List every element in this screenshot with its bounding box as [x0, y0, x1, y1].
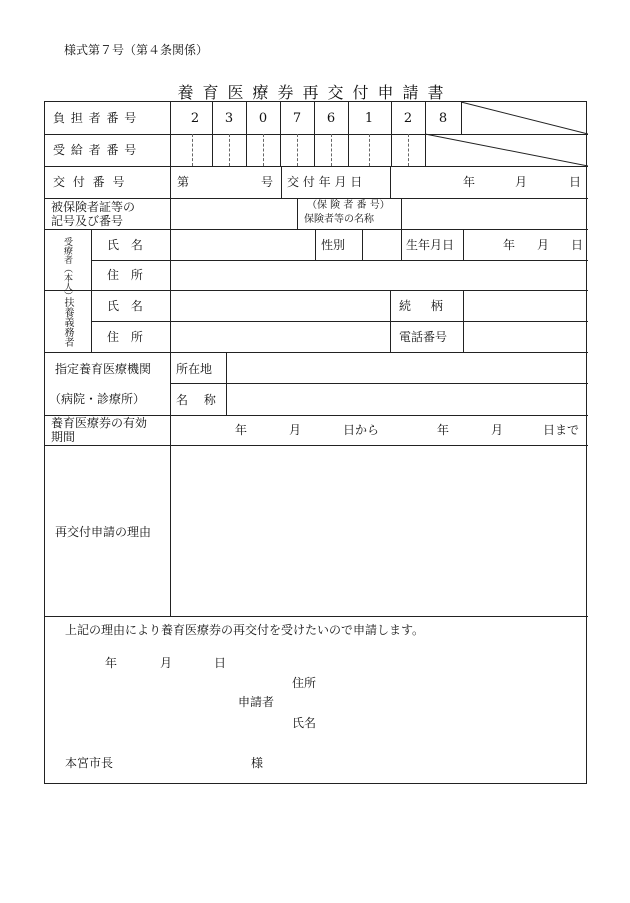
applicant-name-label: 氏名 [292, 716, 317, 730]
burden-number-label: 負 担 者 番 号 [53, 111, 138, 125]
issue-date-year: 年 [463, 175, 476, 189]
patient-birth-label: 生年月日 [406, 238, 455, 252]
patient-name-label: 氏 名 [107, 238, 147, 252]
addressee: 本宮市長 [65, 756, 114, 770]
validity-label-line2: 期間 [51, 430, 76, 444]
addressee-honorific: 様 [251, 756, 264, 770]
form-title: 養育医療券再交付申請書 [177, 83, 453, 102]
issue-number-prefix: 第 [177, 175, 190, 189]
validity-start-year: 年 [235, 423, 248, 437]
validity-start-month: 月 [289, 423, 302, 437]
patient-sex-field[interactable] [363, 230, 401, 260]
burden-digit: 1 [364, 111, 374, 126]
burden-digit: 2 [403, 111, 413, 126]
guardian-relation-label: 続 柄 [399, 299, 451, 313]
patient-address-label: 住 所 [107, 268, 147, 282]
institution-name-label: 名 称 [176, 393, 222, 407]
issue-date-day: 日 [569, 175, 582, 189]
patient-birth-day: 日 [571, 238, 584, 252]
validity-end-year: 年 [437, 423, 450, 437]
insurance-number-field[interactable] [171, 199, 297, 229]
guardian-group-label: 扶養義務者 [62, 297, 73, 347]
reason-field[interactable] [171, 446, 588, 616]
validity-until: 日まで [543, 423, 580, 437]
recipient-number-field[interactable] [171, 135, 425, 166]
insurance-label-line1: 被保険者証等の [51, 200, 136, 214]
application-form [44, 101, 587, 784]
guardian-name-field[interactable] [171, 291, 390, 321]
reason-label: 再交付申請の理由 [55, 525, 152, 539]
institution-location-label: 所在地 [176, 362, 213, 376]
form-number: 様式第７号（第４条関係） [64, 43, 209, 57]
patient-group-label: 受療者（本人） [62, 237, 72, 300]
patient-address-field[interactable] [171, 261, 588, 290]
institution-label-line1: 指定養育医療機関 [55, 362, 152, 376]
issue-number-suffix: 号 [261, 175, 274, 189]
burden-digit: 6 [326, 111, 336, 126]
insurer-label-line1: （保 険 者 番 号） [307, 200, 390, 211]
validity-end-month: 月 [491, 423, 504, 437]
applicant-address-label: 住所 [292, 676, 317, 690]
patient-sex-label: 性別 [321, 238, 346, 252]
issue-date-month: 月 [515, 175, 528, 189]
validity-label-line1: 養育医療券の有効 [51, 416, 148, 430]
insurer-label-line2: 保険者等の名称 [304, 214, 374, 225]
patient-name-field[interactable] [171, 230, 315, 260]
institution-name-field[interactable] [227, 384, 588, 415]
declaration-year: 年 [105, 656, 118, 670]
issue-date-label: 交 付 年 月 日 [287, 175, 363, 189]
declaration-month: 月 [160, 656, 173, 670]
issue-number-label: 交 付 番 号 [53, 175, 127, 189]
guardian-phone-label: 電話番号 [399, 330, 448, 344]
burden-digit: 0 [258, 111, 268, 126]
burden-digit: 3 [224, 111, 234, 126]
insurer-name-field[interactable] [402, 199, 588, 229]
guardian-phone-field[interactable] [464, 322, 588, 352]
burden-digit: 7 [292, 111, 302, 126]
applicant-label: 申請者 [238, 695, 275, 709]
validity-from: 日から [343, 423, 380, 437]
recipient-number-label: 受 給 者 番 号 [53, 143, 138, 157]
institution-label-line2: （病院・診療所） [49, 392, 146, 406]
guardian-relation-field[interactable] [464, 291, 588, 321]
patient-birth-month: 月 [537, 238, 550, 252]
burden-digit: 2 [190, 111, 200, 126]
guardian-name-label: 氏 名 [107, 299, 147, 313]
declaration-day: 日 [214, 656, 227, 670]
declaration-statement: 上記の理由により養育医療券の再交付を受けたいので申請します。 [65, 623, 425, 637]
insurance-label-line2: 記号及び番号 [51, 214, 124, 228]
burden-digit: 8 [438, 111, 448, 126]
patient-birth-year: 年 [503, 238, 516, 252]
guardian-address-label: 住 所 [107, 330, 147, 344]
guardian-address-field[interactable] [171, 322, 390, 352]
institution-location-field[interactable] [227, 353, 588, 383]
